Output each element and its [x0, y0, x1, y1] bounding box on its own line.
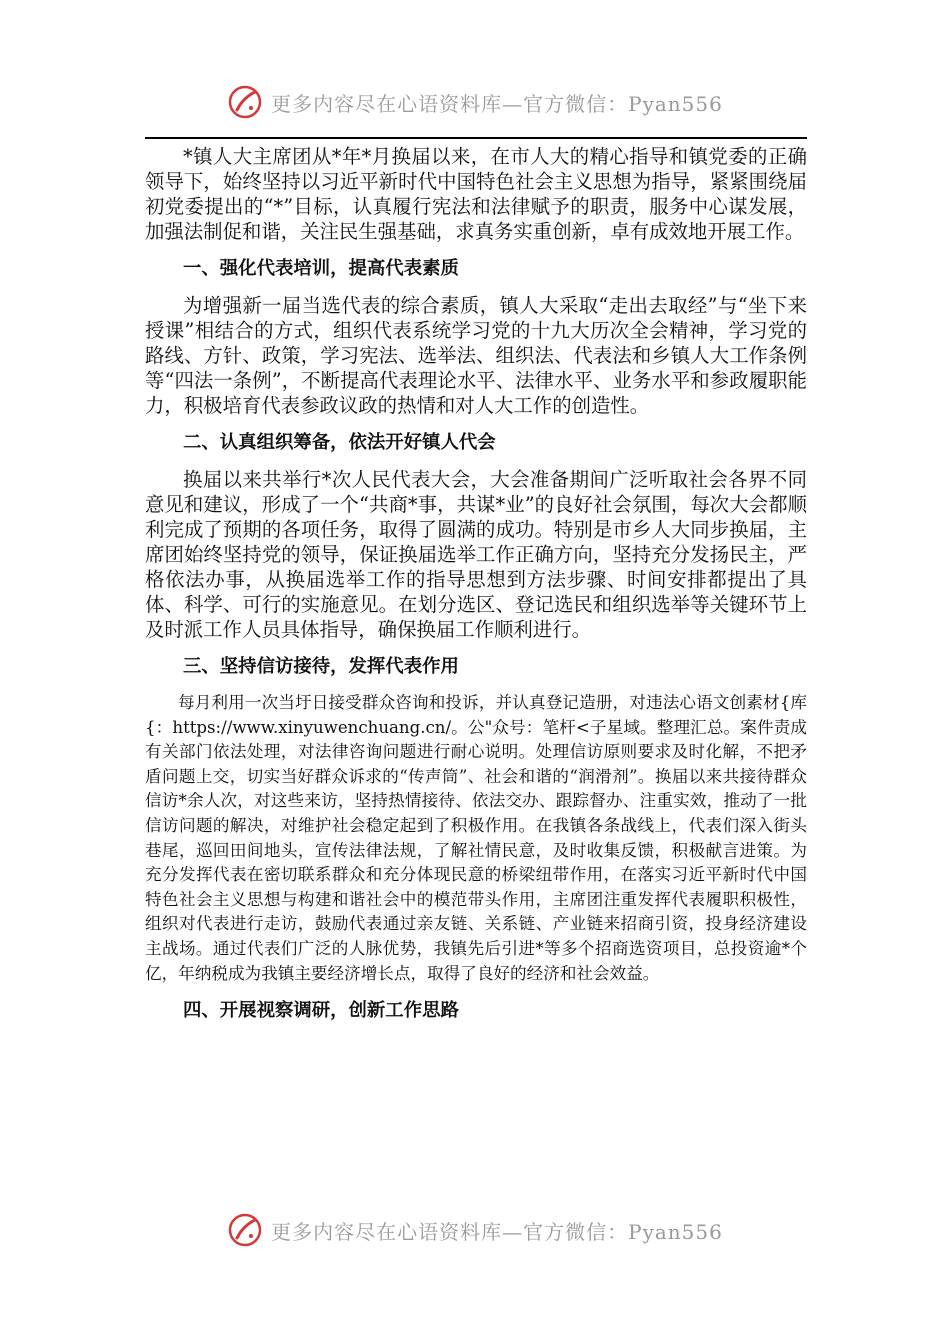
- section-heading-2: 二、认真组织筹备，依法开好镇人代会: [183, 432, 496, 453]
- footer-banner-text: 更多内容尽在心语资料库—官方微信：Pyan556: [271, 1219, 723, 1244]
- section-heading-1: 一、强化代表培训，提高代表素质: [183, 258, 459, 279]
- section-heading-3: 三、坚持信访接待，发挥代表作用: [183, 656, 459, 677]
- section-body-1: 为增强新一届当选代表的综合素质，镇人大采取“走出去取经”与“坐下来授课”相结合的方式，组织代表系统学习党的十九大历次全会精神，学习党的路线、方针、政策，学习宪法、选举法、组织法、代表法和乡镇人大工作条例等“四法一条例”，不断提高代表理论水平、法律水平、业务水平和参政履职能力，积极培育代表参政议政的热情和对人大工作的创造性。: [145, 294, 807, 417]
- header-banner: [0, 80, 950, 124]
- section-body-2: 换届以来共举行*次人民代表大会，大会准备期间广泛听取社会各界不同意见和建议，形成了一个“共商*事，共谋*业”的良好社会氛围，每次大会都顺利完成了预期的各项任务，取得了圆满的成功。特别是市乡人大同步换届，主席团始终坚持党的领导，保证换届选举工作正确方向，坚持充分发扬民主，严格依法办事，从换届选举工作的指导思想到方法步骤、时间安排都提出了具体、科学、可行的实施意见。在划分选区、登记选民和组织选举等关键环节上及时派工作人员具体指导，确保换届工作顺利进行。: [145, 468, 807, 641]
- intro-paragraph: *镇人大主席团从*年*月换届以来，在市人大的精心指导和镇党委的正确领导下，始终坚持以习近平新时代中国特色社会主义思想为指导，紧紧围绕届初党委提出的“*”目标，认真履行宪法和法律赋予的职责，服务中心谋发展，加强法制促和谐，关注民生强基础，求真务实重创新，卓有成效地开展工作。: [145, 145, 807, 243]
- brush-logo-icon: [227, 84, 263, 120]
- document-body: [145, 144, 807, 1035]
- brush-logo-icon: [227, 1212, 263, 1248]
- section-heading-4: 四、开展视察调研，创新工作思路: [183, 1000, 459, 1022]
- header-divider: [145, 137, 807, 139]
- footer-banner: [0, 1208, 950, 1252]
- header-banner-text: 更多内容尽在心语资料库—官方微信：Pyan556: [271, 91, 723, 116]
- section-body-3: 每月利用一次当圩日接受群众咨询和投诉，并认真登记造册，对违法心语文创素材{库{：https://www.xinyuwenchuang.cn/。公"众号：笔杆<子星域。整理汇总。案件责成有关部门依法处理，对法律咨询问题进行耐心说明。处理信访原则要求及时化解，不把矛盾问题上交，切实当好群众诉求的“传声筒”、社会和谐的“润滑剂”。换届以来共接待群众信访*余人次，对这些来访，坚持热情接待、依法交办、跟踪督办、注重实效，推动了一批信访问题的解决，对维护社会稳定起到了积极作用。在我镇各条战线上，代表们深入街头巷尾，巡回田间地头，宣传法律法规，了解社情民意，及时收集反馈，积极献言进策。为充分发挥代表在密切联系群众和充分体现民意的桥梁纽带作用，在落实习近平新时代中国特色社会主义思想与构建和谐社会中的模范带头作用，主席团注重发挥代表履职积极性，组织对代表进行走访，鼓励代表通过亲友链、关系链、产业链来招商引资，投身经济建设主战场。通过代表们广泛的人脉优势，我镇先后引进*等多个招商选资项目，总投资逾*个亿，年纳税成为我镇主要经济增长点，取得了良好的经济和社会效益。: [145, 693, 807, 983]
